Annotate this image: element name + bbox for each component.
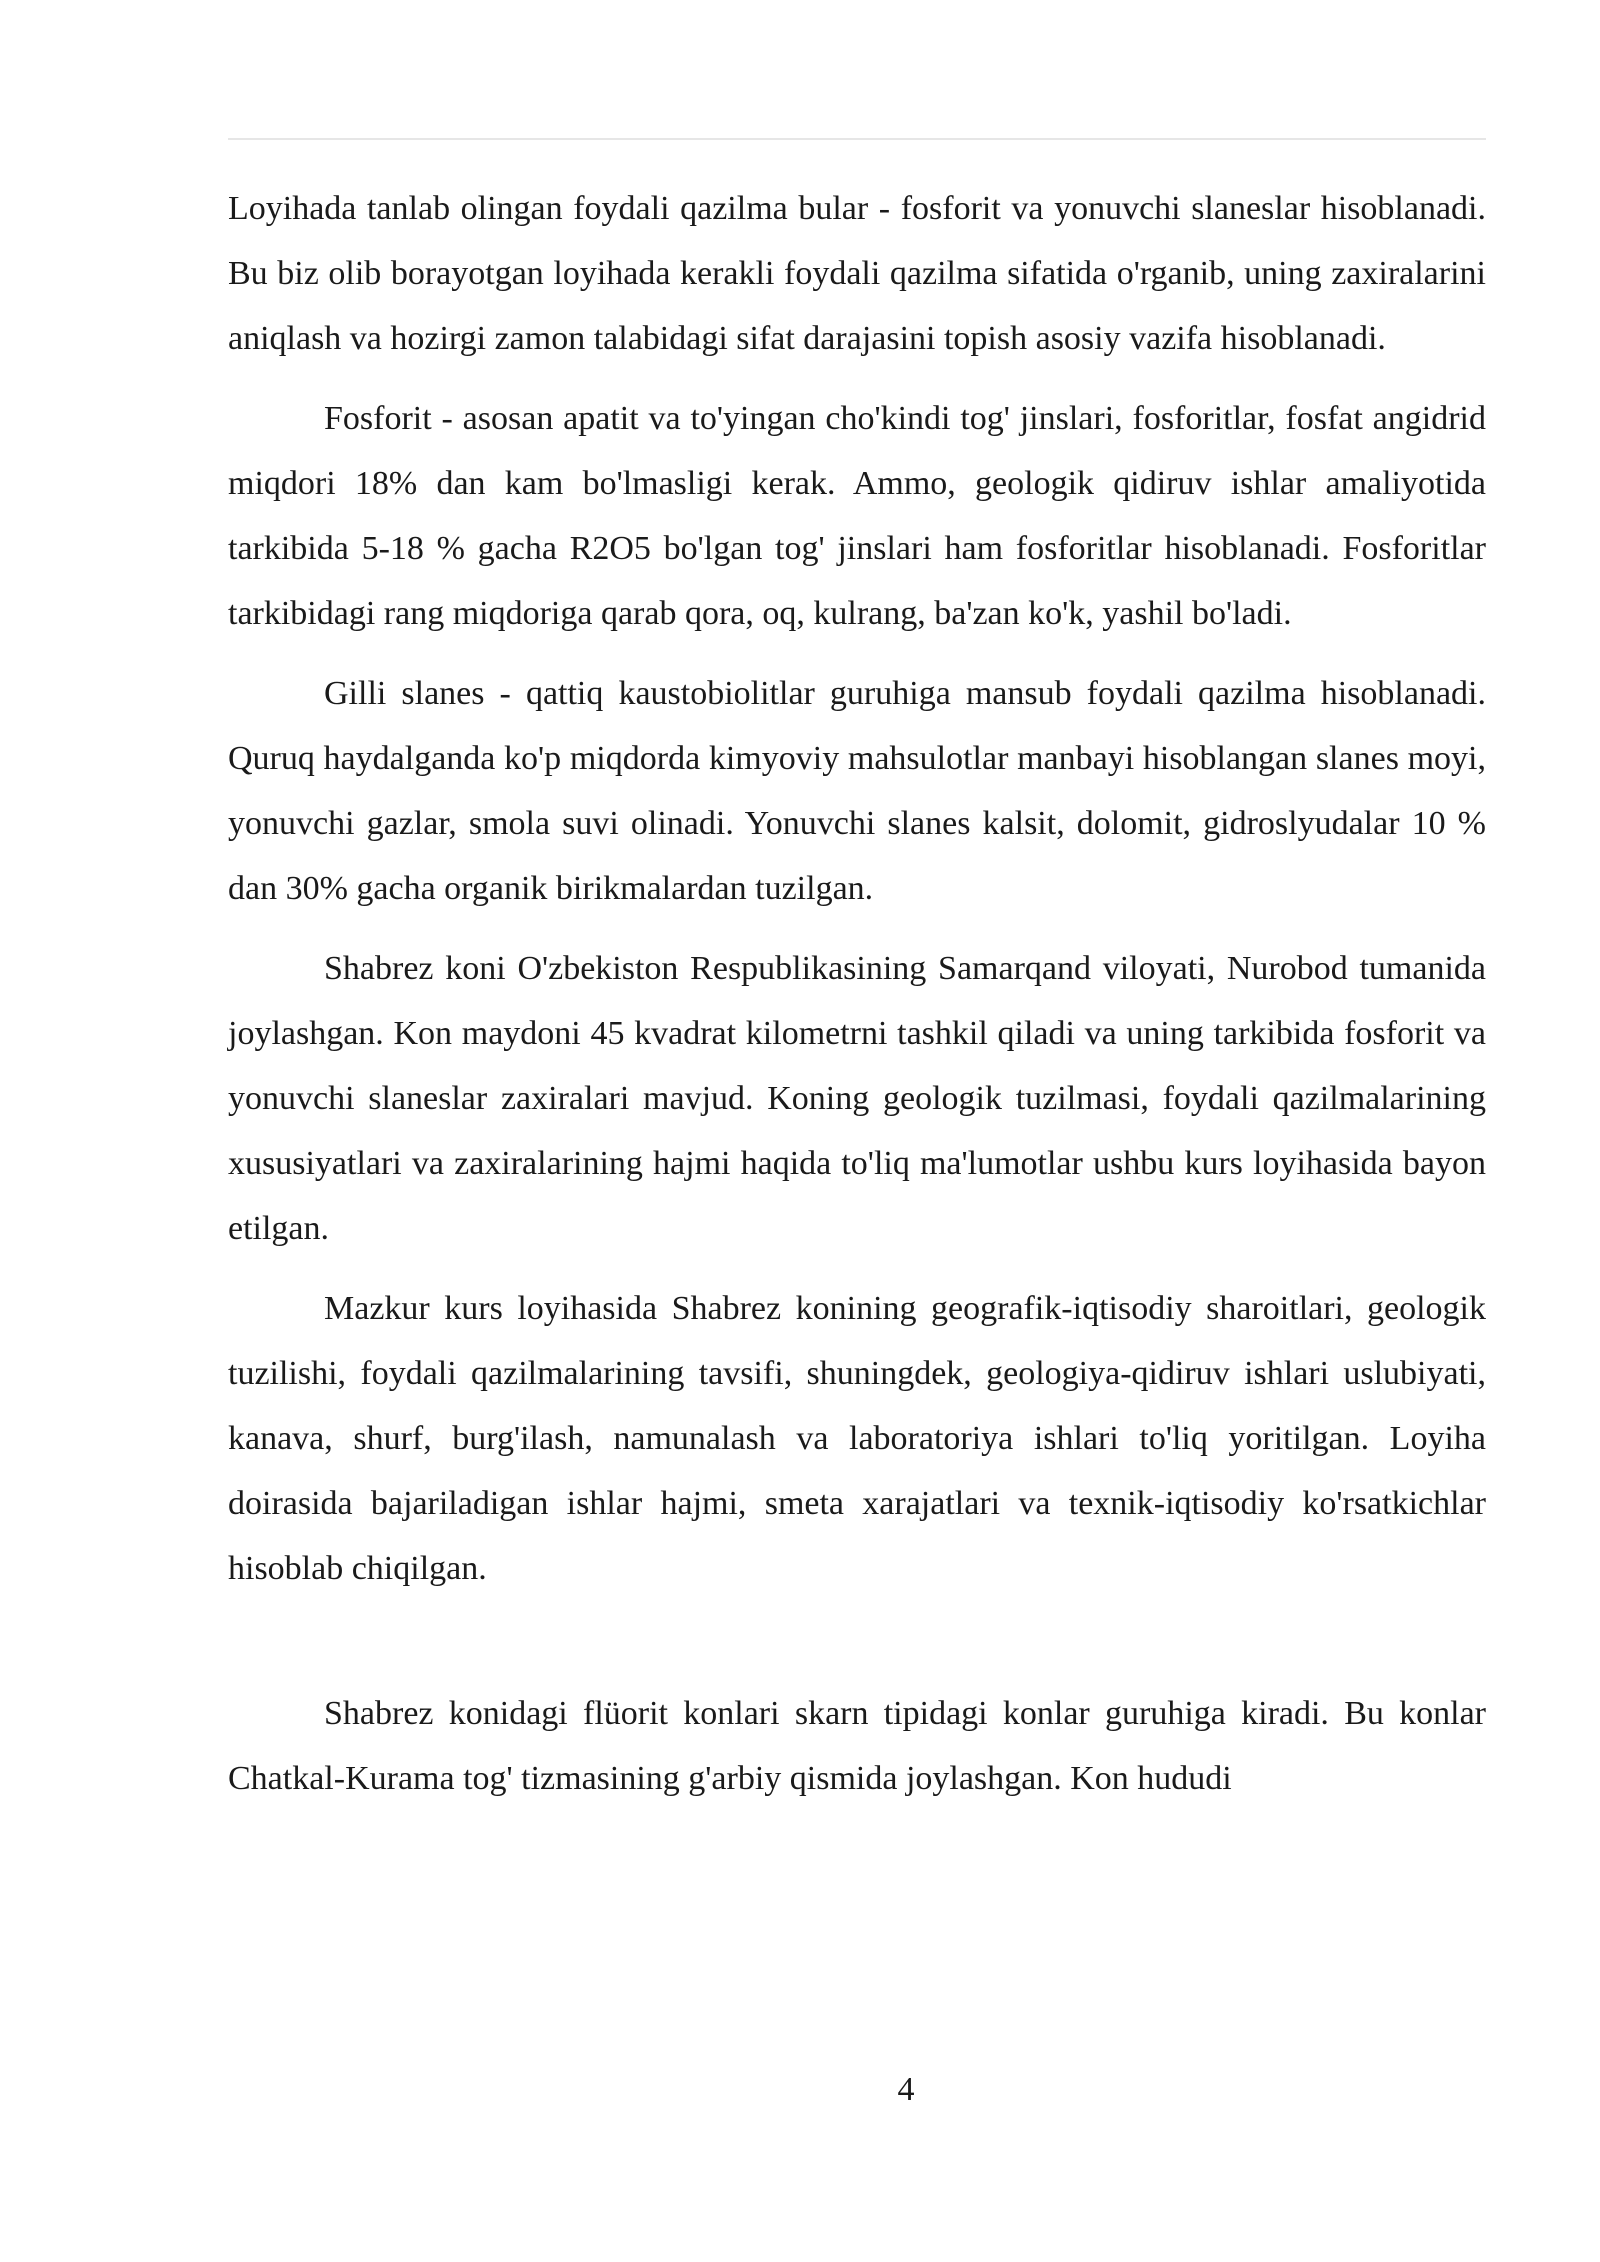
paragraph-fluorite: Shabrez konidagi flüorit konlari skarn tipidagi konlar guruhiga kiradi. Bu konlar Chatkal-Kurama tog' tizmasining g'arbiy qismida joylashgan. Kon hududi [228, 1695, 1486, 1797]
paragraph-intro: Loyihada tanlab olingan foydali qazilma bular - fosforit va yonuvchi slaneslar hisoblanadi. Bu biz olib borayotgan loyihada kerakli foydali qazilma sifatida o'rganib, uning zaxiralarini aniqlash va hozirgi zamon talabidagi sifat darajasini topish asosiy vazifa hisoblanadi. [228, 190, 1486, 357]
paragraph-course-project: Mazkur kurs loyihasida Shabrez konining geografik-iqtisodiy sharoitlari, geologik tuzilishi, foydali qazilmalarining tavsifi, shuningdek, geologiya-qidiruv ishlari uslubiyati, kanava, shurf, burg'ilash, namunalash va laboratoriya ishlari to'liq yoritilgan. Loyiha doirasida bajariladigan ishlar hajmi, smeta xarajatlari va texnik-iqtisodiy ko'rsatkichlar hisoblab chiqilgan. [228, 1290, 1486, 1587]
header-rule [228, 138, 1486, 140]
paragraph-shabrez-location: Shabrez koni O'zbekiston Respublikasining Samarqand viloyati, Nurobod tumanida joylashgan. Kon maydoni 45 kvadrat kilometrni tashkil qiladi va uning tarkibida fosforit va yonuvchi slaneslar zaxiralari mavjud. Koning geologik tuzilmasi, foydali qazilmalarining xususiyatlari va zaxiralarining hajmi haqida to'liq ma'lumotlar ushbu kurs loyihasida bayon etilgan. [228, 950, 1486, 1247]
page-number: 4 [897, 2071, 915, 2108]
paragraph-fosforit: Fosforit - asosan apatit va to'yingan cho'kindi tog' jinslari, fosforitlar, fosfat angidrid miqdori 18% dan kam bo'lmasligi kerak. Ammo, geologik qidiruv ishlar amaliyotida tarkibida 5-18 % gacha R2O5 bo'lgan tog' jinslari ham fosforitlar hisoblanadi. Fosforitlar tarkibidagi rang miqdoriga qarab qora, oq, kulrang, ba'zan ko'k, yashil bo'ladi. [228, 400, 1486, 632]
document-body [228, 176, 1486, 1811]
paragraph-gilli-slanes: Gilli slanes - qattiq kaustobiolitlar guruhiga mansub foydali qazilma hisoblanadi. Quruq haydalganda ko'p miqdorda kimyoviy mahsulotlar manbayi hisoblangan slanes moyi, yonuvchi gazlar, smola suvi olinadi. Yonuvchi slanes kalsit, dolomit, gidroslyudalar 10 % dan 30% gacha organik birikmalardan tuzilgan. [228, 675, 1486, 907]
